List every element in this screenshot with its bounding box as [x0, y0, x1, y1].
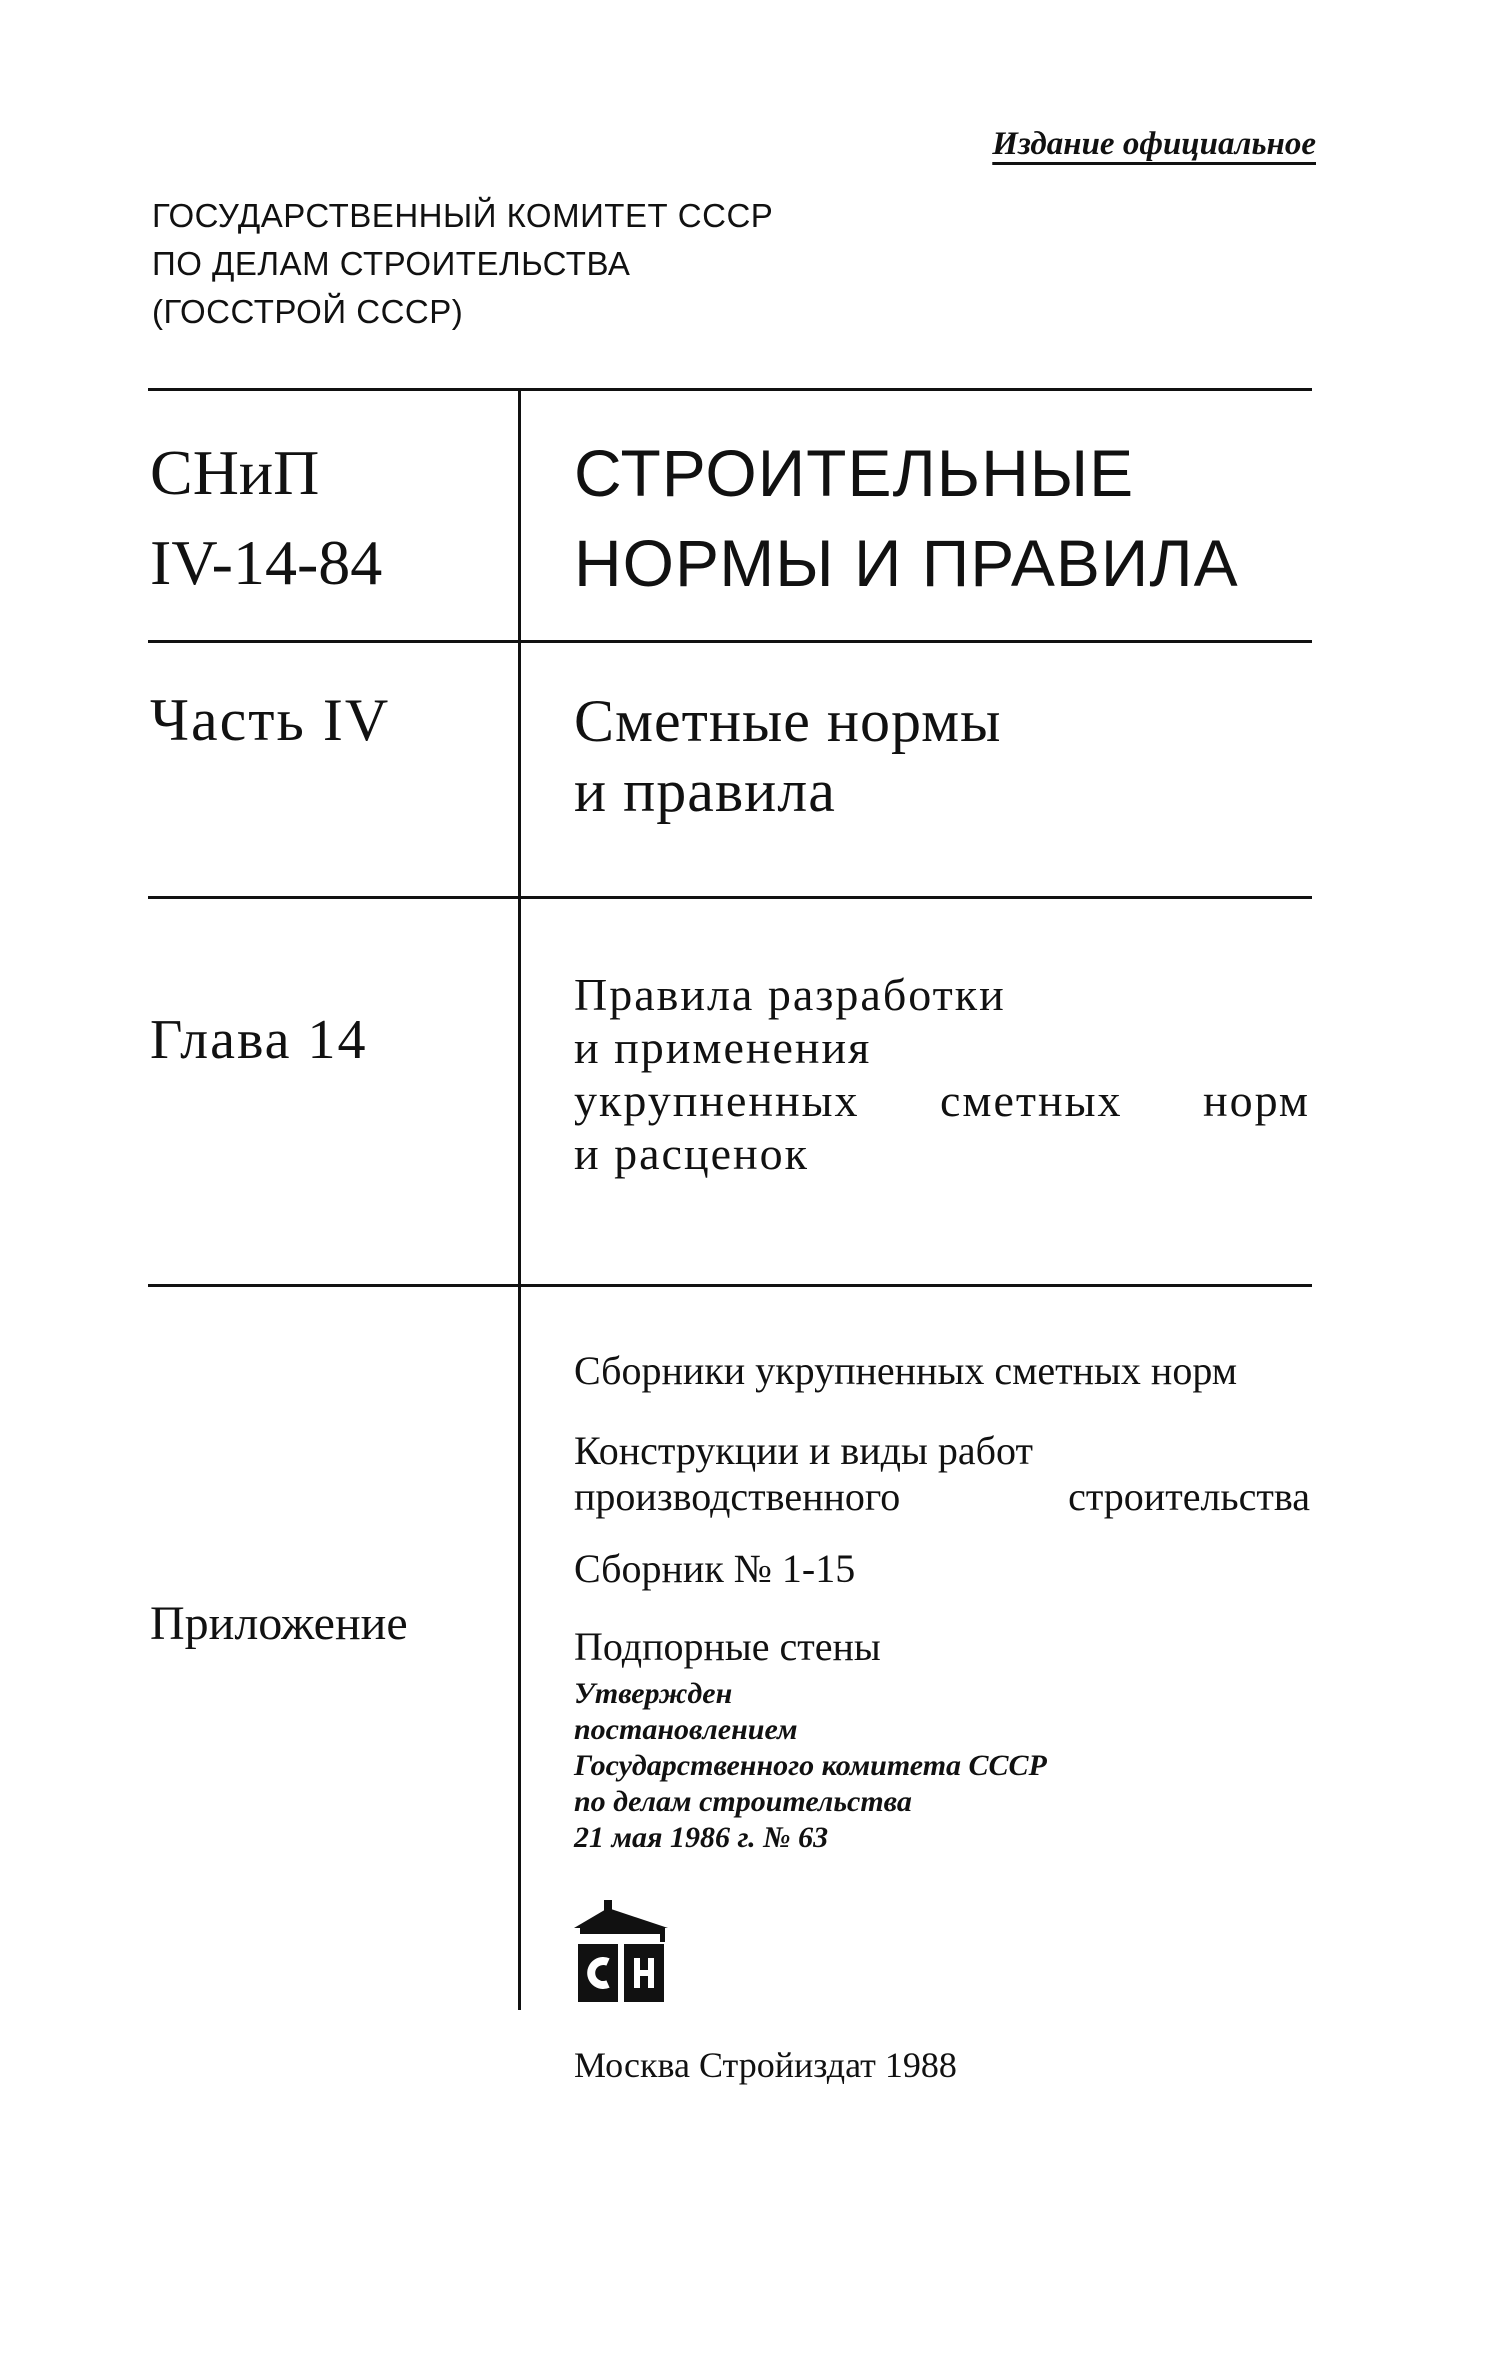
chapter-title [574, 968, 1310, 1180]
issuing-committee [152, 192, 773, 336]
part-title-line2: и правила [574, 758, 836, 824]
approval-line: постановлением [574, 1713, 798, 1746]
divider-top [148, 388, 1312, 391]
divider-part [148, 640, 1312, 643]
collection-number: Сборник № 1-15 [574, 1546, 856, 1591]
snip-title [574, 428, 1239, 608]
collections-heading: Сборники укрупненных сметных норм [574, 1348, 1238, 1393]
committee-line-1: ГОСУДАРСТВЕННЫЙ КОМИТЕТ СССР [152, 197, 774, 234]
snip-code-line2: IV-14-84 [150, 527, 383, 598]
chapter-title-line3 [574, 1074, 1310, 1127]
edition-note: Издание официальное [992, 126, 1316, 162]
collection-subject: Подпорные стены [574, 1624, 881, 1669]
snip-code-line1: СНиП [150, 437, 320, 508]
divider-appendix [148, 1284, 1312, 1287]
snip-title-line2: НОРМЫ И ПРАВИЛА [574, 526, 1239, 600]
approval-line: 21 мая 1986 г. № 63 [574, 1821, 829, 1854]
part-title [574, 686, 1001, 826]
committee-line-2: ПО ДЕЛАМ СТРОИТЕЛЬСТВА [152, 245, 631, 282]
snip-code [150, 428, 382, 608]
approval-note [574, 1676, 1047, 1856]
approval-line: Государственного комитета СССР [574, 1749, 1047, 1782]
chapter-label: Глава 14 [150, 1009, 368, 1071]
divider-chapter [148, 896, 1312, 899]
constructions-line2 [574, 1474, 1310, 1520]
stroyizdat-logo-icon [570, 1900, 672, 2015]
approval-line: Утвержден [574, 1677, 733, 1710]
chapter-title-word: сметных [939, 1075, 1123, 1126]
snip-title-line1: СТРОИТЕЛЬНЫЕ [574, 436, 1135, 510]
chapter-title-line4: и расценок [574, 1128, 809, 1179]
committee-line-3: (ГОССТРОЙ СССР) [152, 293, 464, 330]
constructions-line1: Конструкции и виды работ [574, 1428, 1033, 1473]
chapter-title-line1: Правила разработки [574, 969, 1006, 1020]
publisher-imprint: Москва Стройиздат 1988 [574, 2045, 957, 2085]
constructions-heading [574, 1428, 1310, 1520]
constructions-word: производственного [574, 1474, 901, 1519]
constructions-word: строительства [1068, 1474, 1310, 1519]
chapter-title-word: укрупненных [574, 1075, 860, 1126]
appendix-label: Приложение [150, 1597, 408, 1650]
approval-line: по делам строительства [574, 1785, 912, 1818]
column-divider [518, 388, 521, 2010]
part-label: Часть IV [150, 687, 391, 753]
chapter-title-line2: и применения [574, 1022, 872, 1073]
part-title-line1: Сметные нормы [574, 688, 1002, 754]
chapter-title-word: норм [1202, 1075, 1310, 1126]
